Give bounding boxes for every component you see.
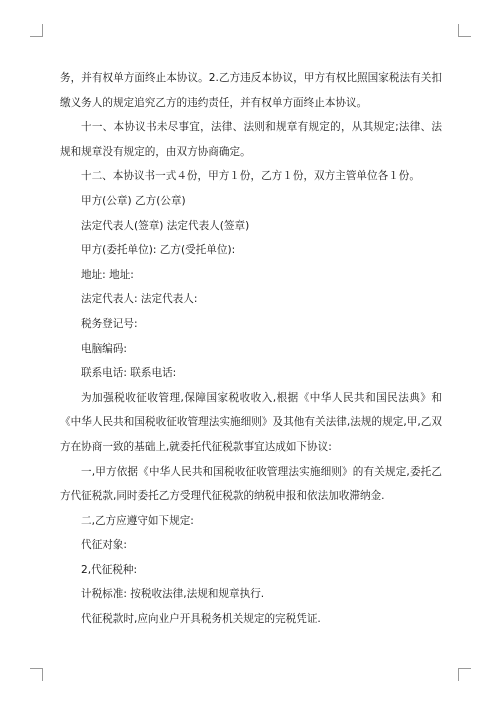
- crop-mark-bottom-right: [458, 668, 471, 681]
- paragraph: 税务登记号:: [81, 317, 138, 330]
- paragraph: 2,代征税种:: [81, 563, 138, 576]
- paragraph: 十一、本协议书未尽事宜，法律、法则和规章有规定的，从其规定;法律、法规和规章没有规定的，由双方协商确定。: [60, 121, 442, 158]
- paragraph: 计税标准: 按税收法律,法规和规章执行.: [81, 588, 265, 601]
- paragraph: 二,乙方应遵守如下规定:: [81, 514, 194, 527]
- paragraph: 电脑编码:: [81, 342, 127, 355]
- paragraph: 甲方(公章) 乙方(公章): [81, 194, 186, 207]
- paragraph: 代征税款时,应向业户开具税务机关规定的完税凭证.: [81, 613, 321, 626]
- paragraph: 法定代表人(签章) 法定代表人(签章): [81, 219, 250, 232]
- crop-mark-bottom-left: [30, 668, 43, 681]
- paragraph: 十二、本协议书一式４份，甲方１份，乙方１份，双方主管单位各１份。: [81, 170, 420, 183]
- paragraph: 地址: 地址:: [81, 268, 134, 281]
- crop-mark-top-right: [458, 24, 471, 37]
- crop-mark-top-left: [30, 24, 43, 37]
- document-body: [60, 66, 442, 632]
- paragraph: 甲方(委托单位): 乙方(受托单位):: [81, 244, 236, 257]
- paragraph: 法定代表人: 法定代表人:: [81, 293, 198, 306]
- paragraph: 联系电话: 联系电话:: [81, 367, 177, 380]
- paragraph: 为加强税收征收管理,保障国家税收收入,根据《中华人民共和国民法典》和《中华人民共和国税收征收管理法实施细则》及其他有关法律,法规的规定,甲,乙双方在协商一致的基础上,就委托代征税款事宜达成如下协议:: [60, 391, 442, 453]
- paragraph: 代征对象:: [81, 539, 127, 552]
- paragraph: 一,甲方依据《中华人民共和国税收征收管理法实施细则》的有关规定,委托乙方代征税款,同时委托乙方受理代征税款的纳税申报和依法加收滞纳金.: [60, 465, 442, 503]
- paragraph: 务，并有权单方面终止本协议。2.乙方违反本协议，甲方有权比照国家税法有关扣缴义务人的规定追究乙方的违约责任，并有权单方面终止本协议。: [60, 72, 442, 109]
